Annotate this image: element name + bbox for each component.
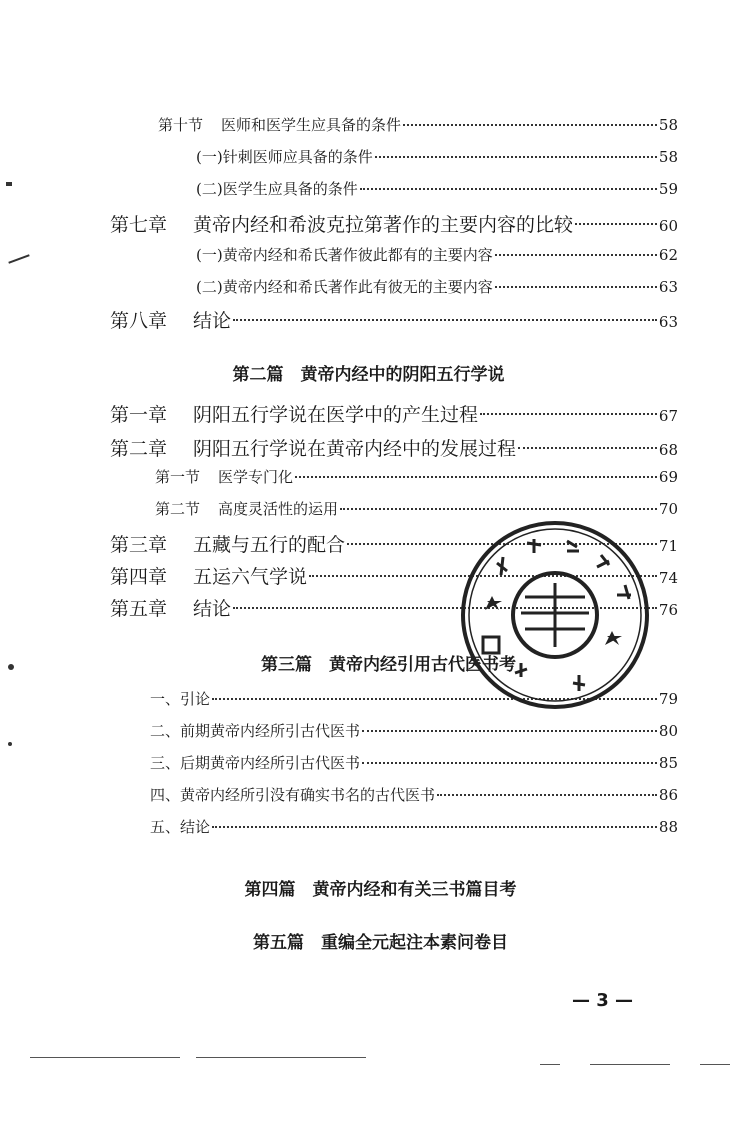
scan-mark bbox=[6, 182, 12, 186]
scan-mark bbox=[8, 254, 29, 263]
toc-subitem[interactable] bbox=[196, 244, 678, 265]
toc-page: 68 bbox=[658, 441, 678, 459]
toc-title: (二)医学生应具备的条件 bbox=[196, 180, 358, 198]
toc-page: 67 bbox=[658, 407, 678, 425]
toc-chapter-7[interactable] bbox=[110, 210, 678, 237]
toc-item[interactable] bbox=[150, 752, 678, 773]
toc-page: 80 bbox=[658, 722, 678, 740]
toc-page: 86 bbox=[658, 786, 678, 804]
toc-title: (二)黄帝内经和希氏著作此有彼无的主要内容 bbox=[196, 278, 493, 296]
part-5-heading: 第五篇 重编全元起注本素问卷目 bbox=[253, 933, 508, 953]
part-3-heading: 第三篇 黄帝内经引用古代医书考 bbox=[261, 655, 516, 675]
toc-title: 五藏与五行的配合 bbox=[193, 534, 346, 556]
toc-page: 76 bbox=[658, 601, 678, 619]
scan-mark bbox=[8, 664, 14, 670]
toc-title: 结论 bbox=[193, 310, 232, 332]
stamp-rim-characters bbox=[483, 539, 631, 691]
toc-page: 63 bbox=[658, 278, 678, 296]
toc-title: 前期黄帝内经所引古代医书 bbox=[180, 722, 361, 740]
toc-label: 第一章 bbox=[110, 404, 168, 426]
scan-rule bbox=[196, 1057, 366, 1058]
toc-page: 79 bbox=[658, 690, 678, 708]
toc-page: 71 bbox=[658, 537, 678, 555]
leader-dots bbox=[360, 188, 657, 190]
toc-label: 第三章 bbox=[110, 534, 168, 556]
toc-label: 二、 bbox=[150, 722, 181, 740]
part-4-heading: 第四篇 黄帝内经和有关三书篇目考 bbox=[244, 880, 517, 900]
toc-subitem[interactable] bbox=[196, 276, 678, 297]
scan-rule bbox=[30, 1057, 180, 1058]
leader-dots bbox=[518, 447, 657, 449]
scan-rule bbox=[590, 1064, 670, 1065]
toc-page: 63 bbox=[658, 313, 678, 331]
toc-page: 59 bbox=[658, 180, 678, 198]
toc-page: 60 bbox=[658, 217, 678, 235]
toc-page: 74 bbox=[658, 569, 678, 587]
toc-title: 高度灵活性的运用 bbox=[218, 500, 339, 518]
leader-dots bbox=[403, 124, 657, 126]
part-2-heading: 第二篇 黄帝内经中的阴阳五行学说 bbox=[232, 365, 505, 385]
toc-item[interactable] bbox=[150, 784, 678, 805]
leader-dots bbox=[362, 730, 657, 732]
toc-label: 一、 bbox=[150, 690, 181, 708]
scan-rule bbox=[700, 1064, 730, 1065]
stamp-star-right-icon bbox=[605, 631, 622, 645]
toc-page: 69 bbox=[658, 468, 678, 486]
stamp-center-glyph bbox=[521, 583, 589, 647]
toc-page: 58 bbox=[658, 116, 678, 134]
toc-page: 85 bbox=[658, 754, 678, 772]
leader-dots bbox=[375, 156, 657, 158]
leader-dots bbox=[495, 254, 657, 256]
scan-rule bbox=[540, 1064, 560, 1065]
toc-title: 黄帝内经所引没有确实书名的古代医书 bbox=[180, 786, 436, 804]
toc-title: 阴阳五行学说在黄帝内经中的发展过程 bbox=[193, 438, 517, 460]
toc-title: 后期黄帝内经所引古代医书 bbox=[180, 754, 361, 772]
toc-title: (一)针刺医师应具备的条件 bbox=[196, 148, 373, 166]
leader-dots bbox=[295, 476, 657, 478]
leader-dots bbox=[340, 508, 657, 510]
leader-dots bbox=[575, 223, 657, 225]
toc-chapter[interactable] bbox=[110, 434, 678, 461]
toc-label: 第七章 bbox=[110, 214, 168, 236]
leader-dots bbox=[362, 762, 657, 764]
stamp-star-left-icon bbox=[485, 596, 502, 610]
toc-page: 62 bbox=[658, 246, 678, 264]
leader-dots bbox=[495, 286, 657, 288]
toc-subitem[interactable] bbox=[196, 146, 678, 167]
toc-title: 阴阳五行学说在医学中的产生过程 bbox=[193, 404, 479, 426]
toc-title: (一)黄帝内经和希氏著作彼此都有的主要内容 bbox=[196, 246, 493, 264]
toc-subitem[interactable] bbox=[196, 178, 678, 199]
toc-label: 第二章 bbox=[110, 438, 168, 460]
scan-mark bbox=[8, 742, 12, 746]
toc-label: 第五章 bbox=[110, 598, 168, 620]
toc-title: 引论 bbox=[180, 690, 211, 708]
toc-label: 第一节 bbox=[155, 468, 201, 486]
toc-title: 黄帝内经和希波克拉第著作的主要内容的比较 bbox=[193, 214, 574, 236]
toc-item[interactable] bbox=[150, 816, 678, 837]
toc-section[interactable] bbox=[155, 466, 678, 487]
toc-item[interactable] bbox=[150, 720, 678, 741]
leader-dots bbox=[212, 826, 657, 828]
toc-label: 第八章 bbox=[110, 310, 168, 332]
leader-dots bbox=[480, 413, 657, 415]
toc-label: 四、 bbox=[150, 786, 181, 804]
toc-label: 第二节 bbox=[155, 500, 201, 518]
toc-label: 三、 bbox=[150, 754, 181, 772]
library-stamp bbox=[455, 515, 655, 715]
page-number: — 3 — bbox=[572, 990, 634, 1011]
toc-title: 医学专门化 bbox=[218, 468, 294, 486]
toc-page: 70 bbox=[658, 500, 678, 518]
toc-label: 第四章 bbox=[110, 566, 168, 588]
toc-page: 88 bbox=[658, 818, 678, 836]
toc-chapter-8[interactable] bbox=[110, 306, 678, 333]
leader-dots bbox=[437, 794, 657, 796]
toc-page: 58 bbox=[658, 148, 678, 166]
toc-chapter[interactable] bbox=[110, 400, 678, 427]
toc-title: 五运六气学说 bbox=[193, 566, 308, 588]
toc-label: 第十节 bbox=[158, 116, 204, 134]
toc-section-10[interactable] bbox=[158, 114, 678, 135]
toc-label: 五、 bbox=[150, 818, 181, 836]
toc-title: 结论 bbox=[193, 598, 232, 620]
toc-title: 医师和医学生应具备的条件 bbox=[221, 116, 402, 134]
toc-title: 结论 bbox=[180, 818, 211, 836]
leader-dots bbox=[233, 319, 657, 321]
